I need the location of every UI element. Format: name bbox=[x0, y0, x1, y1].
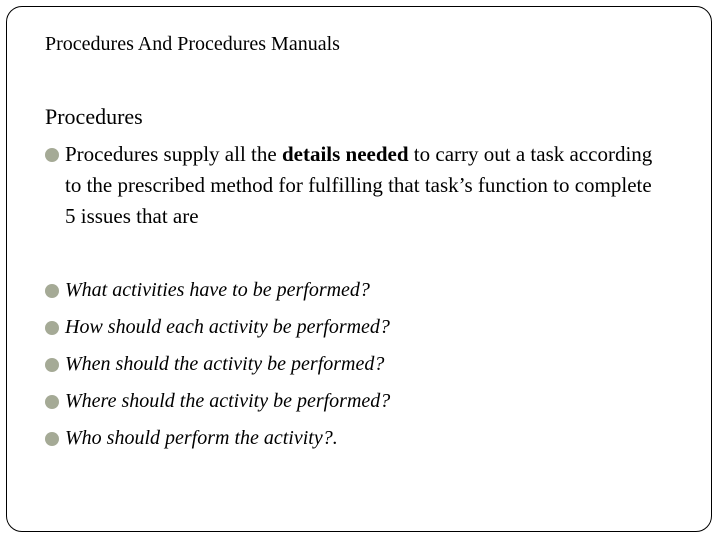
main-bullet-suffix: to carry out a task according to the prescribed method for fulfilling that task’s function to complete 5 issues that are bbox=[65, 142, 653, 228]
main-bullet-text bbox=[65, 139, 665, 232]
question-list bbox=[45, 275, 665, 460]
bullet-dot-icon bbox=[45, 284, 59, 298]
question-text: Where should the activity be performed? bbox=[65, 390, 391, 412]
question-item bbox=[45, 423, 665, 460]
question-item bbox=[45, 275, 665, 312]
question-item bbox=[45, 312, 665, 349]
section-heading: Procedures bbox=[45, 104, 143, 129]
question-text: What activities have to be performed? bbox=[65, 279, 370, 301]
main-bullet-prefix: Procedures supply all the bbox=[65, 142, 282, 166]
main-bullet-emphasis: details needed bbox=[281, 142, 409, 166]
slide-title: Procedures And Procedures Manuals bbox=[45, 33, 340, 55]
bullet-dot-icon bbox=[45, 321, 59, 335]
main-bullet bbox=[45, 139, 665, 232]
question-item bbox=[45, 386, 665, 423]
question-text: Who should perform the activity?. bbox=[65, 427, 338, 449]
bullet-dot-icon bbox=[45, 358, 59, 372]
bullet-dot-icon bbox=[45, 432, 59, 446]
bullet-dot-icon bbox=[45, 395, 59, 409]
question-text: How should each activity be performed? bbox=[65, 316, 390, 338]
bullet-dot-icon bbox=[45, 148, 59, 162]
question-item bbox=[45, 349, 665, 386]
question-text: When should the activity be performed? bbox=[65, 353, 385, 375]
